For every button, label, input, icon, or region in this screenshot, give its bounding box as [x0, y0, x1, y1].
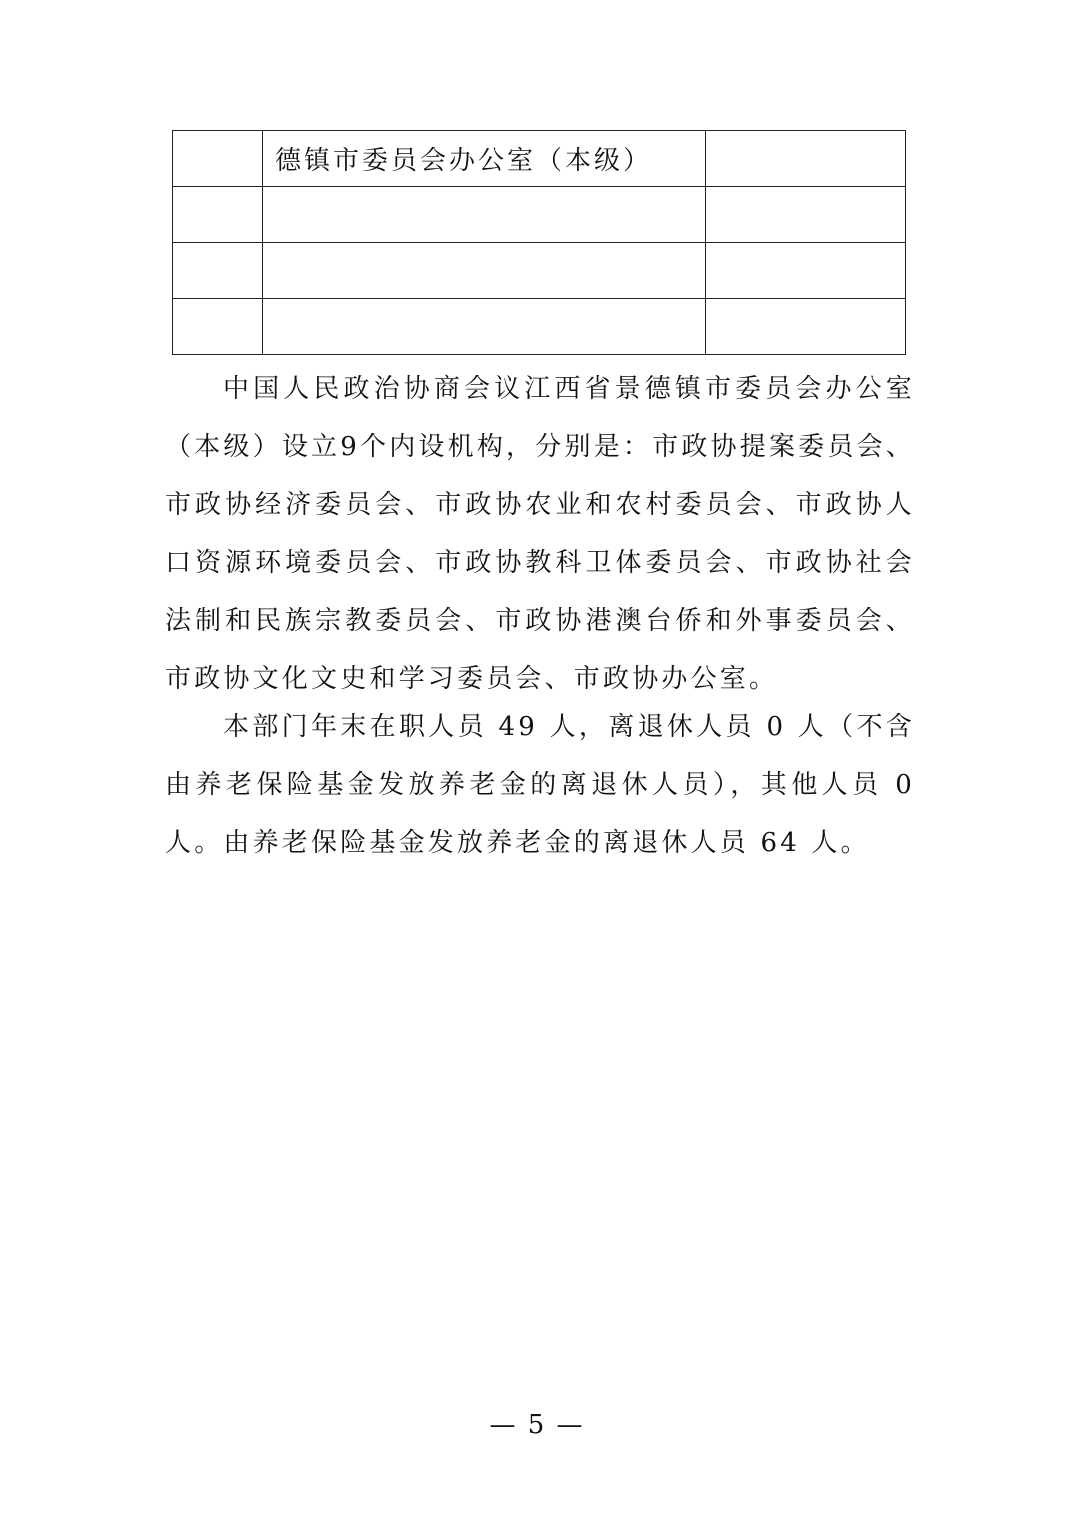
page-number: — 5 — [489, 1410, 585, 1440]
table-row [173, 131, 906, 187]
table-row [173, 299, 906, 355]
institutions-paragraph: 中国人民政治协商会议江西省景德镇市委员会办公室（本级）设立9个内设机构，分别是：市政协提案委员会、市政协经济委员会、市政协农业和农村委员会、市政协人口资源环境委员会、市政协教科卫体委员会、市政协社会法制和民族宗教委员会、市政协港澳台侨和外事委员会、市政协文化文史和学习委员会、市政协办公室。 [165, 374, 915, 694]
table-cell-unit-name [263, 299, 706, 355]
table-cell-index [173, 243, 263, 299]
table-cell-unit-name [263, 243, 706, 299]
table-cell-unit-type [706, 299, 906, 355]
table-cell-index [173, 131, 263, 187]
table-row [173, 187, 906, 243]
table-row [173, 243, 906, 299]
table-cell-unit-type [706, 243, 906, 299]
table-cell-index [173, 299, 263, 355]
staffing-paragraph: 本部门年末在职人员 49 人，离退休人员 0 人（不含由养老保险基金发放养老金的离退休人员），其他人员 0 人。由养老保险基金发放养老金的离退休人员 64 人。 [165, 712, 915, 858]
units-table [172, 130, 906, 355]
table-cell-unit-name: 德镇市委员会办公室（本级） [263, 131, 706, 187]
table-cell-index [173, 187, 263, 243]
table-cell-unit-type [706, 131, 906, 187]
table-cell-unit-type [706, 187, 906, 243]
table-cell-unit-name [263, 187, 706, 243]
